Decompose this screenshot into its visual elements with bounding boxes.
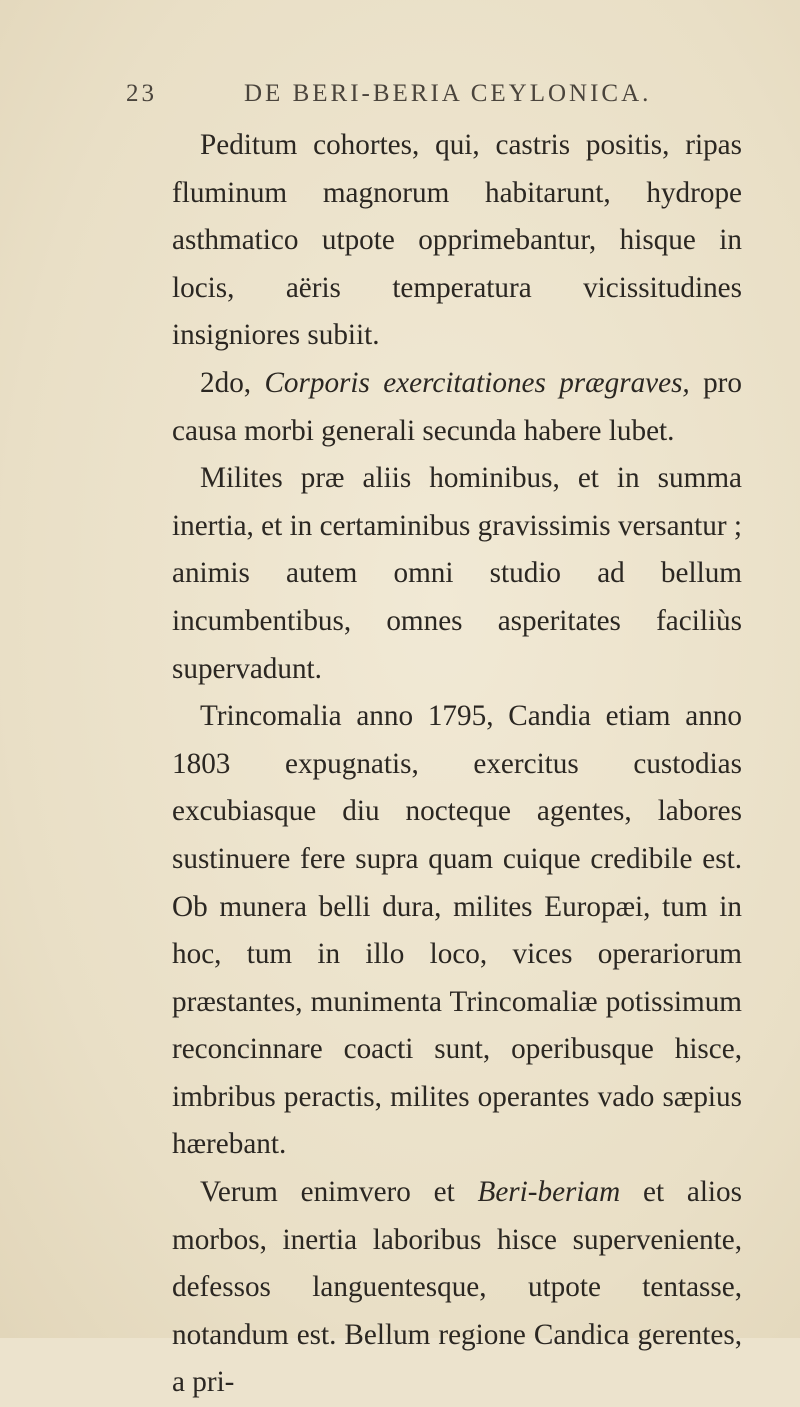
paragraph-3: Milites præ aliis hominibus, et in summa inertia, et in certaminibus gravissimis versantur ; animis autem omni studio ad bellum incumbentibus, omnes asperitates faciliùs supervadunt. bbox=[172, 462, 742, 685]
page-number: 23 bbox=[126, 80, 157, 107]
paragraph-1: Peditum cohortes, qui, castris positis, ripas fluminum magnorum habitarunt, hydrope asthmatico utpote opprimebantur, hisque in locis, aëris temperatura vicissitudines insigniores subiit. bbox=[172, 129, 742, 352]
running-title: DE BERI-BERIA CEYLONICA. bbox=[244, 80, 652, 107]
paragraph-2-italic: Corporis exercitationes prægraves, bbox=[264, 366, 690, 399]
body-text bbox=[172, 122, 742, 1407]
paragraph-2 bbox=[172, 360, 742, 455]
paragraph-4: Trincomalia anno 1795, Candia etiam anno 1803 expugnatis, exercitus custodias excubiasque diu nocteque agentes, labores sustinuere fere supra quam cuique credibile est. Ob munera belli dura, milites Europæi, tum in hoc, tum in illo loco, vices operariorum præstantes, munimenta Trincomaliæ potissimum reconcinnare coacti sunt, operibusque hisce, imbribus peractis, milites operantes vado sæpius hærebant. bbox=[172, 700, 742, 1161]
paragraph-2-lead: 2do, bbox=[200, 366, 265, 399]
paragraph-2-rest: pro causa morbi generali secunda habere lubet. bbox=[172, 366, 742, 447]
paragraph-5 bbox=[172, 1169, 742, 1407]
paragraph-5-italic: Beri-beriam bbox=[477, 1176, 621, 1209]
paragraph-5-rest: et alios morbos, inertia laboribus hisce superveniente, defessos languentesque, utpote tentasse, notandum est. Bellum regione Candica gerentes, a pri- bbox=[172, 1176, 742, 1399]
paragraph-5-lead: Verum enimvero et bbox=[200, 1176, 478, 1209]
